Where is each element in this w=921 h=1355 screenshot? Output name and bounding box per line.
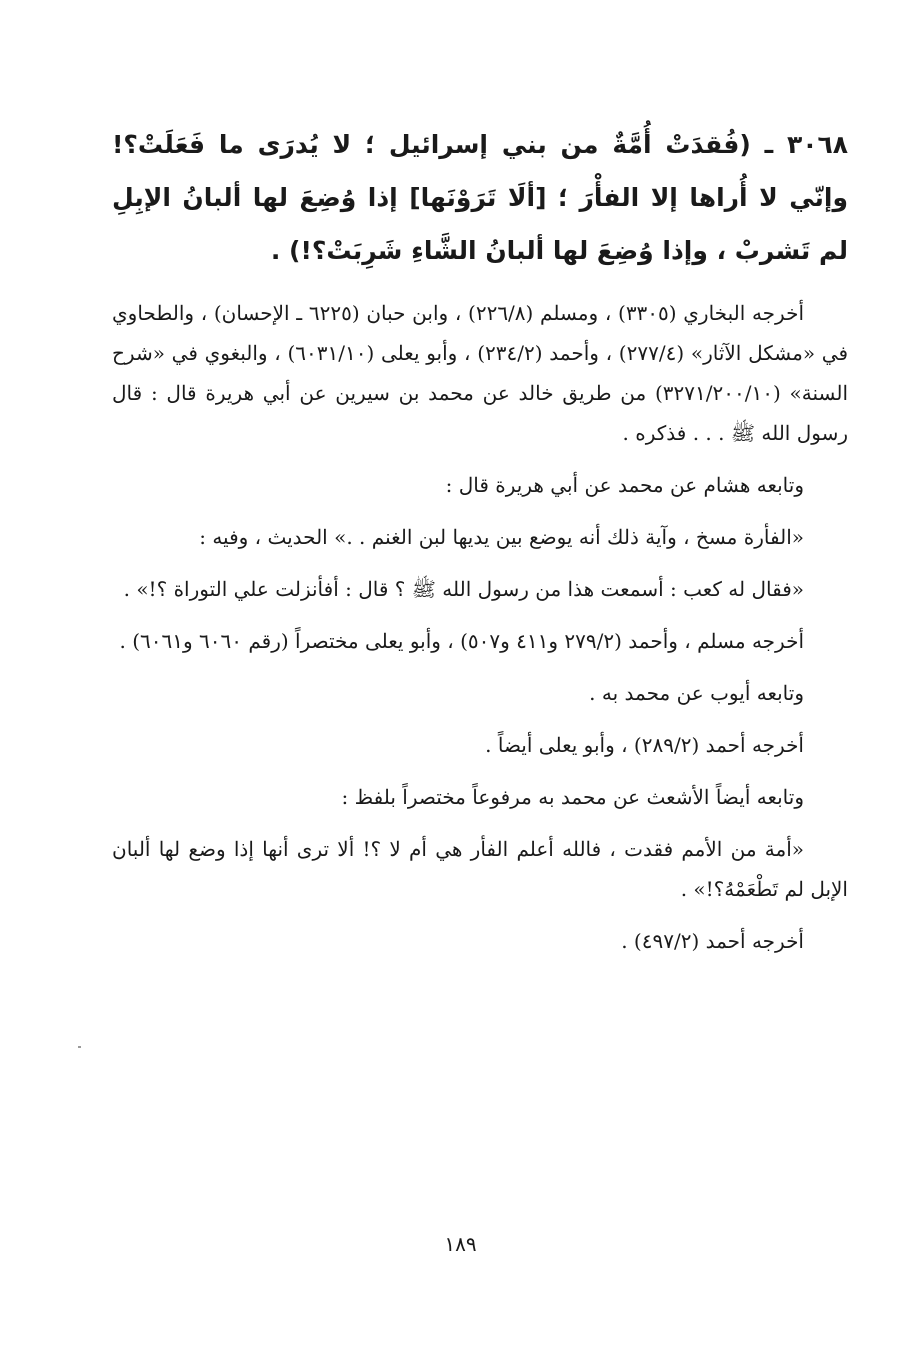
takhrij-muslim: أخرجه مسلم ، وأحمد (٢٧٩/٢ و٤١١ و٥٠٧) ، وأبو يعلى مختصراً (رقم ٦٠٦٠ و٦٠٦١) . [119,629,804,653]
takhrij-ahmad-289: أخرجه أحمد (٢٨٩/٢) ، وأبو يعلى أيضاً . [485,733,804,757]
page-content [112,118,848,973]
quote-umma-min-al-umam: «أمة من الأمم فقدت ، فالله أعلم الفأر هي أم لا ؟! ألا ترى أنها إذا وضع لها ألبان الإبل لم تَطْعَمْهُ؟!» . [112,837,848,901]
hadith-text: ٣٠٦٨ ـ (فُقدَتْ أُمَّةٌ من بني إسرائيل ؛ لا يُدرَى ما فَعَلَتْ؟! وإنّي لا أُراها إلا الفأْرَ ؛ [ألَا تَرَوْنَها] إذا وُضِعَ لها ألبانُ الإبِلِ لم تَشربْ ، وإذا وُضِعَ لها ألبانُ الشَّاءِ شَرِبَتْ؟!) . [112,130,848,265]
quote-fa-ra-maskh: «الفأرة مسخ ، وآية ذلك أنه يوضع بين يديها لبن الغنم . .» الحديث ، وفيه : [199,525,804,549]
mutaba-hisham: وتابعه هشام عن محمد عن أبي هريرة قال : [445,473,804,497]
takhrij-ahmad-497: أخرجه أحمد (٤٩٧/٢) . [621,929,804,953]
quote-ka-b: «فقال له كعب : أسمعت هذا من رسول الله ﷺ ؟ قال : أفأنزلت علي التوراة ؟!» . [123,577,804,601]
takhrij-paragraph-1: أخرجه البخاري (٣٣٠٥) ، ومسلم (٢٢٦/٨) ، وابن حبان (٦٢٢٥ ـ الإحسان) ، والطحاوي في «مشكل الآثار» (٢٧٧/٤) ، وأحمد (٢٣٤/٢) ، وأبو يعلى (٦٠٣١/١٠) ، والبغوي في «شرح السنة» (٣٢٧١/٢٠٠/١٠) من طريق خالد عن محمد بن سيرين عن أبي هريرة قال : قال رسول الله ﷺ . . . فذكره . [112,301,849,445]
page-number: ١٨٩ [444,1232,477,1256]
mutaba-ayyub: وتابعه أيوب عن محمد به . [589,681,804,705]
scan-speck [78,1046,81,1048]
mutaba-ash-ath: وتابعه أيضاً الأشعث عن محمد به مرفوعاً مختصراً بلفظ : [341,785,804,809]
